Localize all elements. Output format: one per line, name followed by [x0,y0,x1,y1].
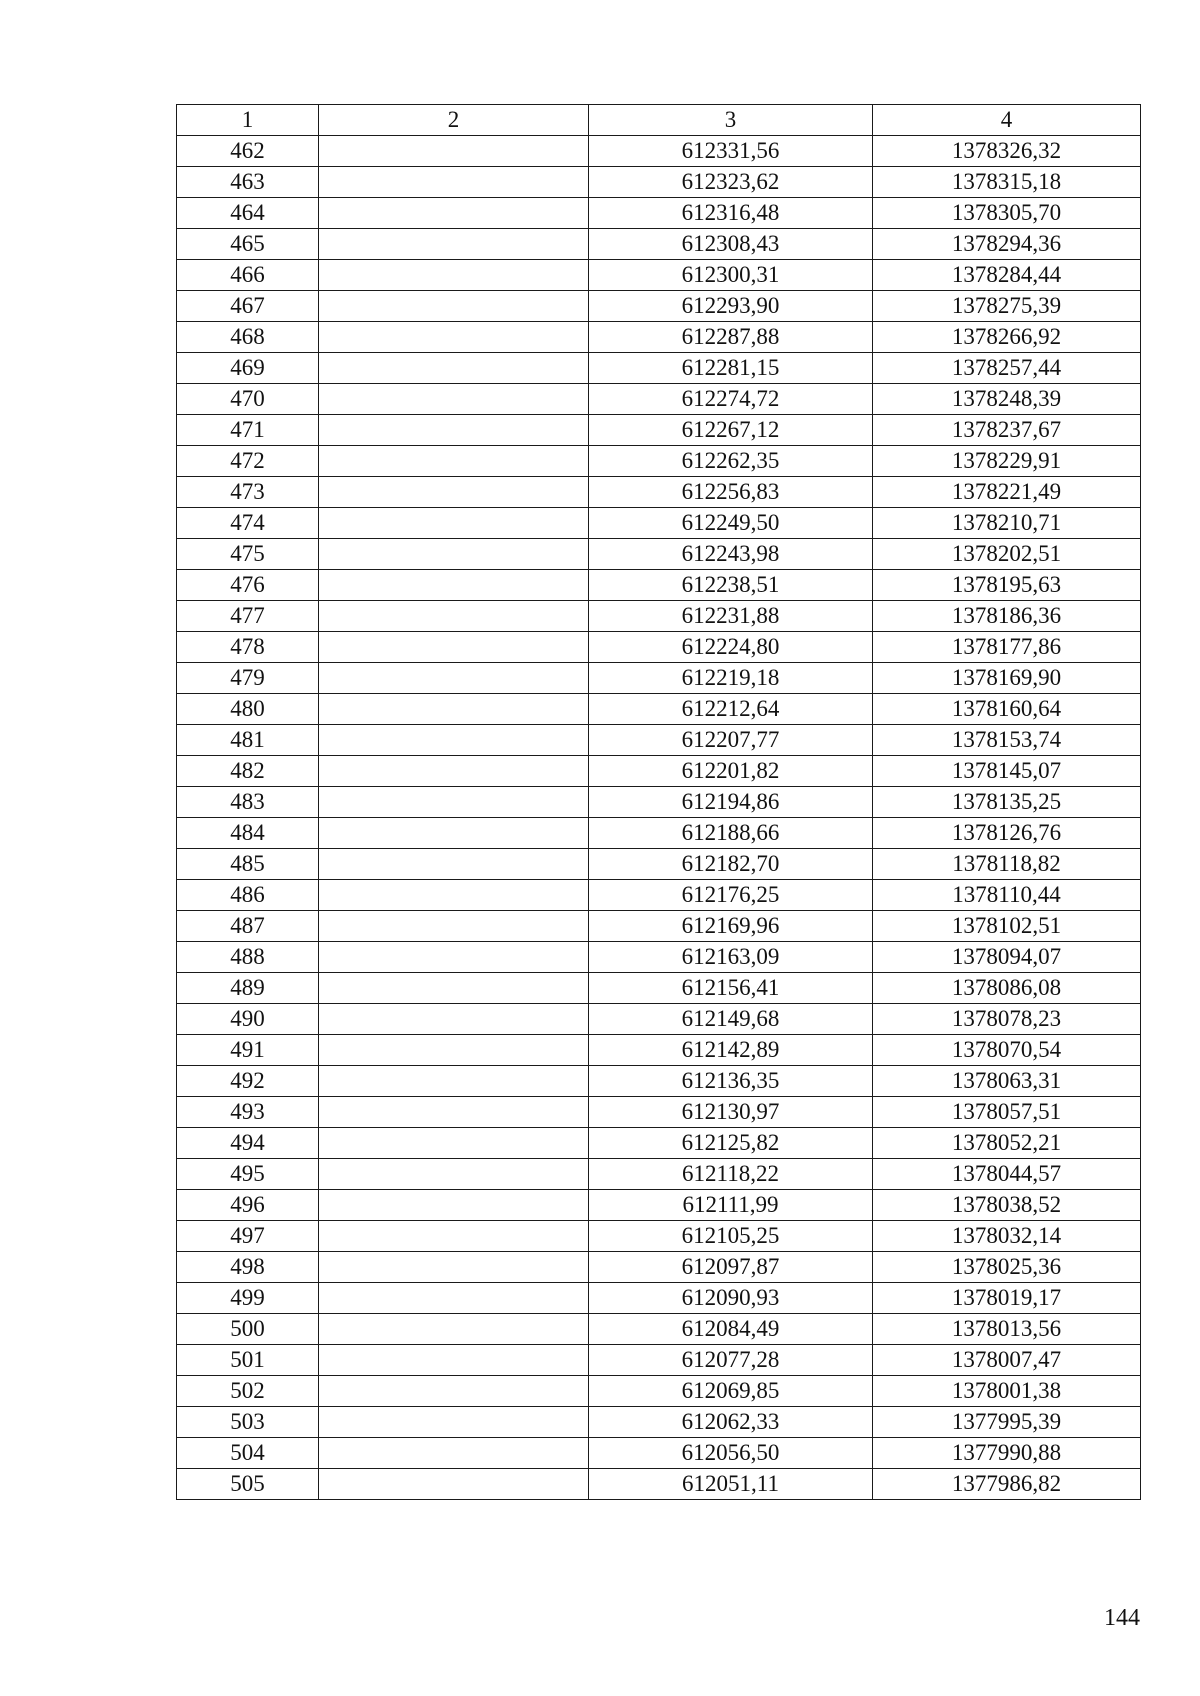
table-row [177,973,1141,1004]
point-number-cell: 462 [177,136,319,167]
table-row [177,291,1141,322]
column-2-cell [319,880,589,911]
table-row [177,911,1141,942]
y-coordinate-cell: 1378229,91 [873,446,1141,477]
x-coordinate-cell: 612069,85 [589,1376,873,1407]
column-header-3: 3 [589,105,873,136]
y-coordinate-cell: 1378001,38 [873,1376,1141,1407]
column-2-cell [319,756,589,787]
column-2-cell [319,787,589,818]
table-row [177,446,1141,477]
point-number-cell: 500 [177,1314,319,1345]
y-coordinate-cell: 1378305,70 [873,198,1141,229]
y-coordinate-cell: 1378202,51 [873,539,1141,570]
table-row [177,1407,1141,1438]
point-number-cell: 475 [177,539,319,570]
table-row [177,384,1141,415]
point-number-cell: 472 [177,446,319,477]
x-coordinate-cell: 612163,09 [589,942,873,973]
table-header [177,105,1141,136]
table-row [177,756,1141,787]
column-2-cell [319,1469,589,1500]
table-row [177,415,1141,446]
point-number-cell: 504 [177,1438,319,1469]
point-number-cell: 493 [177,1097,319,1128]
table-row [177,570,1141,601]
table-row [177,260,1141,291]
point-number-cell: 498 [177,1252,319,1283]
x-coordinate-cell: 612243,98 [589,539,873,570]
x-coordinate-cell: 612249,50 [589,508,873,539]
y-coordinate-cell: 1378266,92 [873,322,1141,353]
y-coordinate-cell: 1378284,44 [873,260,1141,291]
table-row [177,1159,1141,1190]
point-number-cell: 463 [177,167,319,198]
point-number-cell: 466 [177,260,319,291]
column-2-cell [319,694,589,725]
point-number-cell: 495 [177,1159,319,1190]
table-row [177,539,1141,570]
column-header-4: 4 [873,105,1141,136]
column-2-cell [319,446,589,477]
table-row [177,1469,1141,1500]
x-coordinate-cell: 612149,68 [589,1004,873,1035]
column-2-cell [319,1252,589,1283]
x-coordinate-cell: 612077,28 [589,1345,873,1376]
coordinates-table [176,104,1141,1500]
y-coordinate-cell: 1378038,52 [873,1190,1141,1221]
table-row [177,818,1141,849]
x-coordinate-cell: 612300,31 [589,260,873,291]
x-coordinate-cell: 612118,22 [589,1159,873,1190]
y-coordinate-cell: 1378294,36 [873,229,1141,260]
column-2-cell [319,167,589,198]
column-2-cell [319,1066,589,1097]
y-coordinate-cell: 1378110,44 [873,880,1141,911]
point-number-cell: 477 [177,601,319,632]
point-number-cell: 478 [177,632,319,663]
table-row [177,353,1141,384]
table-row [177,167,1141,198]
x-coordinate-cell: 612194,86 [589,787,873,818]
y-coordinate-cell: 1378237,67 [873,415,1141,446]
y-coordinate-cell: 1378013,56 [873,1314,1141,1345]
y-coordinate-cell: 1378169,90 [873,663,1141,694]
column-2-cell [319,849,589,880]
column-2-cell [319,198,589,229]
y-coordinate-cell: 1377990,88 [873,1438,1141,1469]
y-coordinate-cell: 1377995,39 [873,1407,1141,1438]
table-row [177,787,1141,818]
column-2-cell [319,384,589,415]
x-coordinate-cell: 612084,49 [589,1314,873,1345]
y-coordinate-cell: 1378145,07 [873,756,1141,787]
column-2-cell [319,725,589,756]
table-row [177,1283,1141,1314]
table-row [177,942,1141,973]
column-2-cell [319,229,589,260]
table-row [177,849,1141,880]
column-2-cell [319,1035,589,1066]
table-row [177,322,1141,353]
point-number-cell: 471 [177,415,319,446]
column-2-cell [319,260,589,291]
x-coordinate-cell: 612331,56 [589,136,873,167]
x-coordinate-cell: 612201,82 [589,756,873,787]
x-coordinate-cell: 612293,90 [589,291,873,322]
x-coordinate-cell: 612256,83 [589,477,873,508]
y-coordinate-cell: 1378177,86 [873,632,1141,663]
table-row [177,1376,1141,1407]
x-coordinate-cell: 612231,88 [589,601,873,632]
point-number-cell: 468 [177,322,319,353]
table-row [177,880,1141,911]
table-row [177,508,1141,539]
table-row [177,1190,1141,1221]
x-coordinate-cell: 612316,48 [589,198,873,229]
point-number-cell: 485 [177,849,319,880]
column-2-cell [319,1376,589,1407]
point-number-cell: 490 [177,1004,319,1035]
y-coordinate-cell: 1378063,31 [873,1066,1141,1097]
y-coordinate-cell: 1378032,14 [873,1221,1141,1252]
x-coordinate-cell: 612136,35 [589,1066,873,1097]
column-2-cell [319,1314,589,1345]
y-coordinate-cell: 1378195,63 [873,570,1141,601]
y-coordinate-cell: 1378019,17 [873,1283,1141,1314]
table-row [177,1128,1141,1159]
point-number-cell: 491 [177,1035,319,1066]
x-coordinate-cell: 612097,87 [589,1252,873,1283]
column-header-2: 2 [319,105,589,136]
x-coordinate-cell: 612207,77 [589,725,873,756]
y-coordinate-cell: 1378210,71 [873,508,1141,539]
column-2-cell [319,973,589,1004]
point-number-cell: 497 [177,1221,319,1252]
y-coordinate-cell: 1378248,39 [873,384,1141,415]
column-2-cell [319,322,589,353]
table-row [177,1066,1141,1097]
point-number-cell: 492 [177,1066,319,1097]
table-row [177,1438,1141,1469]
y-coordinate-cell: 1378315,18 [873,167,1141,198]
y-coordinate-cell: 1378135,25 [873,787,1141,818]
point-number-cell: 483 [177,787,319,818]
y-coordinate-cell: 1378186,36 [873,601,1141,632]
x-coordinate-cell: 612287,88 [589,322,873,353]
column-2-cell [319,942,589,973]
column-2-cell [319,1438,589,1469]
x-coordinate-cell: 612323,62 [589,167,873,198]
y-coordinate-cell: 1378052,21 [873,1128,1141,1159]
y-coordinate-cell: 1378044,57 [873,1159,1141,1190]
column-2-cell [319,663,589,694]
x-coordinate-cell: 612188,66 [589,818,873,849]
table-row [177,1345,1141,1376]
table-row [177,725,1141,756]
column-2-cell [319,601,589,632]
point-number-cell: 467 [177,291,319,322]
column-2-cell [319,1345,589,1376]
table-row [177,198,1141,229]
point-number-cell: 494 [177,1128,319,1159]
y-coordinate-cell: 1378025,36 [873,1252,1141,1283]
x-coordinate-cell: 612219,18 [589,663,873,694]
y-coordinate-cell: 1378094,07 [873,942,1141,973]
y-coordinate-cell: 1378160,64 [873,694,1141,725]
column-2-cell [319,1004,589,1035]
point-number-cell: 489 [177,973,319,1004]
table-row [177,601,1141,632]
column-2-cell [319,136,589,167]
y-coordinate-cell: 1378221,49 [873,477,1141,508]
x-coordinate-cell: 612224,80 [589,632,873,663]
table-row [177,136,1141,167]
x-coordinate-cell: 612212,64 [589,694,873,725]
point-number-cell: 470 [177,384,319,415]
point-number-cell: 496 [177,1190,319,1221]
y-coordinate-cell: 1378153,74 [873,725,1141,756]
x-coordinate-cell: 612169,96 [589,911,873,942]
point-number-cell: 479 [177,663,319,694]
table-row [177,632,1141,663]
column-2-cell [319,291,589,322]
x-coordinate-cell: 612062,33 [589,1407,873,1438]
point-number-cell: 488 [177,942,319,973]
table-row [177,229,1141,260]
point-number-cell: 476 [177,570,319,601]
point-number-cell: 473 [177,477,319,508]
x-coordinate-cell: 612274,72 [589,384,873,415]
table-row [177,1221,1141,1252]
header-row [177,105,1141,136]
y-coordinate-cell: 1378086,08 [873,973,1141,1004]
column-2-cell [319,818,589,849]
x-coordinate-cell: 612176,25 [589,880,873,911]
column-2-cell [319,1283,589,1314]
x-coordinate-cell: 612281,15 [589,353,873,384]
point-number-cell: 499 [177,1283,319,1314]
point-number-cell: 474 [177,508,319,539]
column-2-cell [319,1097,589,1128]
x-coordinate-cell: 612111,99 [589,1190,873,1221]
x-coordinate-cell: 612090,93 [589,1283,873,1314]
point-number-cell: 486 [177,880,319,911]
point-number-cell: 465 [177,229,319,260]
y-coordinate-cell: 1378257,44 [873,353,1141,384]
point-number-cell: 469 [177,353,319,384]
point-number-cell: 501 [177,1345,319,1376]
table-row [177,694,1141,725]
table-row [177,1035,1141,1066]
point-number-cell: 481 [177,725,319,756]
column-2-cell [319,570,589,601]
x-coordinate-cell: 612051,11 [589,1469,873,1500]
point-number-cell: 484 [177,818,319,849]
y-coordinate-cell: 1378007,47 [873,1345,1141,1376]
point-number-cell: 487 [177,911,319,942]
y-coordinate-cell: 1378078,23 [873,1004,1141,1035]
x-coordinate-cell: 612267,12 [589,415,873,446]
column-2-cell [319,353,589,384]
table-row [177,1252,1141,1283]
x-coordinate-cell: 612308,43 [589,229,873,260]
table-row [177,663,1141,694]
x-coordinate-cell: 612130,97 [589,1097,873,1128]
x-coordinate-cell: 612262,35 [589,446,873,477]
point-number-cell: 482 [177,756,319,787]
x-coordinate-cell: 612238,51 [589,570,873,601]
column-2-cell [319,632,589,663]
point-number-cell: 503 [177,1407,319,1438]
table-row [177,1097,1141,1128]
column-2-cell [319,1128,589,1159]
x-coordinate-cell: 612142,89 [589,1035,873,1066]
y-coordinate-cell: 1378118,82 [873,849,1141,880]
column-header-1: 1 [177,105,319,136]
y-coordinate-cell: 1377986,82 [873,1469,1141,1500]
y-coordinate-cell: 1378275,39 [873,291,1141,322]
x-coordinate-cell: 612156,41 [589,973,873,1004]
column-2-cell [319,1407,589,1438]
column-2-cell [319,1221,589,1252]
x-coordinate-cell: 612105,25 [589,1221,873,1252]
table-row [177,1004,1141,1035]
x-coordinate-cell: 612125,82 [589,1128,873,1159]
y-coordinate-cell: 1378102,51 [873,911,1141,942]
x-coordinate-cell: 612182,70 [589,849,873,880]
column-2-cell [319,415,589,446]
page-number: 144 [1104,1605,1140,1631]
point-number-cell: 505 [177,1469,319,1500]
y-coordinate-cell: 1378126,76 [873,818,1141,849]
y-coordinate-cell: 1378070,54 [873,1035,1141,1066]
column-2-cell [319,1159,589,1190]
column-2-cell [319,539,589,570]
x-coordinate-cell: 612056,50 [589,1438,873,1469]
column-2-cell [319,477,589,508]
point-number-cell: 502 [177,1376,319,1407]
table-row [177,1314,1141,1345]
table-body [177,136,1141,1500]
column-2-cell [319,911,589,942]
y-coordinate-cell: 1378326,32 [873,136,1141,167]
y-coordinate-cell: 1378057,51 [873,1097,1141,1128]
column-2-cell [319,1190,589,1221]
column-2-cell [319,508,589,539]
point-number-cell: 480 [177,694,319,725]
table-row [177,477,1141,508]
point-number-cell: 464 [177,198,319,229]
